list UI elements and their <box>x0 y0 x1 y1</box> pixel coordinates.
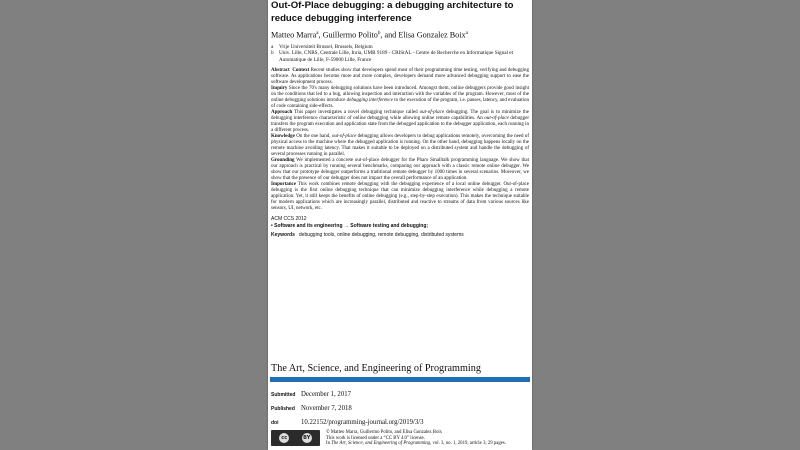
cc-by-badge[interactable] <box>271 430 320 446</box>
affil-marker: a <box>316 31 319 36</box>
affiliation-item <box>271 50 529 63</box>
abstract-text: This work combines remote debugging with the debugging experience of a local online debugger. Out-of-place debugging is the first online debugging technique that can minimize debugging interference while debugging a remote application. Yet, it still keeps the benefits of online debugging (e.g., step-by-step execution). This makes the technique suitable for modern applications which are increasingly parallel, distributed and reactive to streams of data from various sources like sensors, UI, network, etc. <box>271 181 529 211</box>
author-name: Guillermo Polito <box>322 30 378 40</box>
abstract-emphasis: out-of-place <box>419 109 445 115</box>
ccs-item-text: Software and its engineering → Software testing and debugging; <box>274 222 429 229</box>
citation-journal: The Art, Science, and Engineering of Programming <box>331 441 431 447</box>
abstract-text: Recent studies show that developers spend most of their programming time testing, verifying and debugging software. As applications become more and more complex, developers demand more advanced debugging support to ease the software development process. <box>271 67 530 85</box>
citation-post: , vol. 3, no. 1, 2019, article 3; 29 pages. <box>430 441 506 447</box>
abstract-emphasis: out-of-place <box>484 115 509 121</box>
paper-content <box>271 0 529 238</box>
doi-link[interactable]: 10.22152/programming-journal.org/2019/3/3 <box>301 419 424 426</box>
published-label: Published <box>271 406 295 412</box>
section-heading: Importance <box>271 181 296 187</box>
section-heading: Inquiry <box>271 85 288 91</box>
ccs-item <box>271 223 529 230</box>
abstract-knowledge <box>271 134 529 158</box>
bullet-icon: • <box>271 222 273 229</box>
affil-marker: a <box>465 31 468 36</box>
abstract-label: Abstract <box>271 67 290 73</box>
abstract-importance <box>271 182 529 212</box>
abstract-text: debugging. The goal is to minimize the debugging interference characteristic of online debugging while allowing online remote capabilities. An <box>271 109 529 121</box>
ccs-label: ACM CCS 2012 <box>271 215 307 222</box>
author-separator: , <box>318 30 323 40</box>
affiliation-text: Univ. Lille, CNRS, Centrale Lille, Inria, UMR 9189 - CRIStAL - Centre de Recherche en Informatique Signal et Automatique de Lille, F-59000 Lille, France <box>279 50 514 63</box>
abstract-text: debugger transfers the program execution and application state from the debugged application to the debugger application, each running in a different process. <box>271 115 529 133</box>
abstract-emphasis: debugging interference <box>346 97 393 103</box>
cc-icon: cc <box>279 433 289 443</box>
journal-name: The Art, Science, and Engineering of Programming <box>271 363 481 374</box>
affiliation-key: a <box>271 43 274 50</box>
author-name: Matteo Marra <box>271 30 317 40</box>
journal-accent-bar <box>270 377 530 382</box>
published-date: November 7, 2018 <box>301 405 352 412</box>
abstract-grounding <box>271 158 529 182</box>
author-separator: , and <box>380 30 399 40</box>
keywords-value: debugging tools, online debugging, remote debugging, distributed systems <box>298 231 464 238</box>
citation-line <box>326 441 506 447</box>
paper-title: Out-Of-Place debugging: a debugging architecture to reduce debugging interference <box>271 0 514 24</box>
submitted-date: December 1, 2017 <box>301 391 352 398</box>
author-list <box>271 29 529 41</box>
keywords-label: Keywords <box>271 231 295 238</box>
section-heading: Context <box>292 67 310 73</box>
abstract-text: to the execution of the program, i.e. pauses, latency, and evaluation of code containing side-effects. <box>271 97 529 109</box>
keywords <box>271 232 529 238</box>
by-icon: BY <box>303 435 311 441</box>
submitted-row <box>271 391 529 398</box>
license-footer <box>271 430 529 447</box>
affiliations <box>271 44 529 64</box>
abstract-text: On the one hand, <box>296 133 332 139</box>
submitted-label: Submitted <box>271 392 296 398</box>
author-name: Elisa Gonzalez Boix <box>398 30 466 40</box>
paper-page <box>268 0 532 450</box>
doi-label: doi <box>271 420 279 426</box>
published-row <box>271 405 529 412</box>
abstract-text: We implemented a concrete out-of-place debugger for the Pharo Smalltalk programming language. We show that our approach is practical by running several benchmarks, comparing our approach with a classic remote online debugger. We show that our prototype debugger outperforms a traditional remote debugger by 1000 times in several scenarios. Moreover, we show that the presence of our debugger does not impact the overall performance of an application. <box>271 157 529 181</box>
acm-ccs <box>271 216 529 230</box>
section-heading: Approach <box>271 109 293 115</box>
abstract-text: debugging allows developers to debug applications remotely, overcoming the need of physical access to the machine where the debugged application is running. On the other hand, debugging happens locally on the remote machine avoiding latency. That makes it suitable to be deployed on a distributed system and handle the debugging of several processes running in parallel. <box>271 133 529 157</box>
abstract-context <box>271 68 529 86</box>
section-heading: Knowledge <box>271 133 295 139</box>
section-heading: Grounding <box>271 157 295 163</box>
abstract <box>271 68 529 212</box>
abstract-approach <box>271 110 529 134</box>
license-text <box>326 430 506 447</box>
license-line: This work is licensed under a “CC BY 4.0” license. <box>326 435 425 441</box>
affiliation-key: b <box>271 50 274 57</box>
affil-marker: b <box>377 31 381 36</box>
affiliation-text: Vrije Universiteit Brussel, Brussels, Belgium <box>279 43 373 50</box>
abstract-text: This paper investigates a novel debugging technique called <box>294 109 420 115</box>
doi-row <box>271 419 529 426</box>
abstract-text: Since the 70's many debugging solutions have been introduced. Amongst them, online debuggers provide good insight on the conditions that led to a bug, allowing inspection and interaction with the variables of the program. However, most of the online debugging solutions introduce <box>271 85 529 103</box>
copyright-line: © Matteo Marra, Guillermo Polito, and Elisa Gonzalez Boix <box>326 430 443 435</box>
abstract-emphasis: out-of-place <box>331 133 357 139</box>
abstract-inquiry <box>271 86 529 110</box>
citation-pre: In <box>326 441 332 447</box>
